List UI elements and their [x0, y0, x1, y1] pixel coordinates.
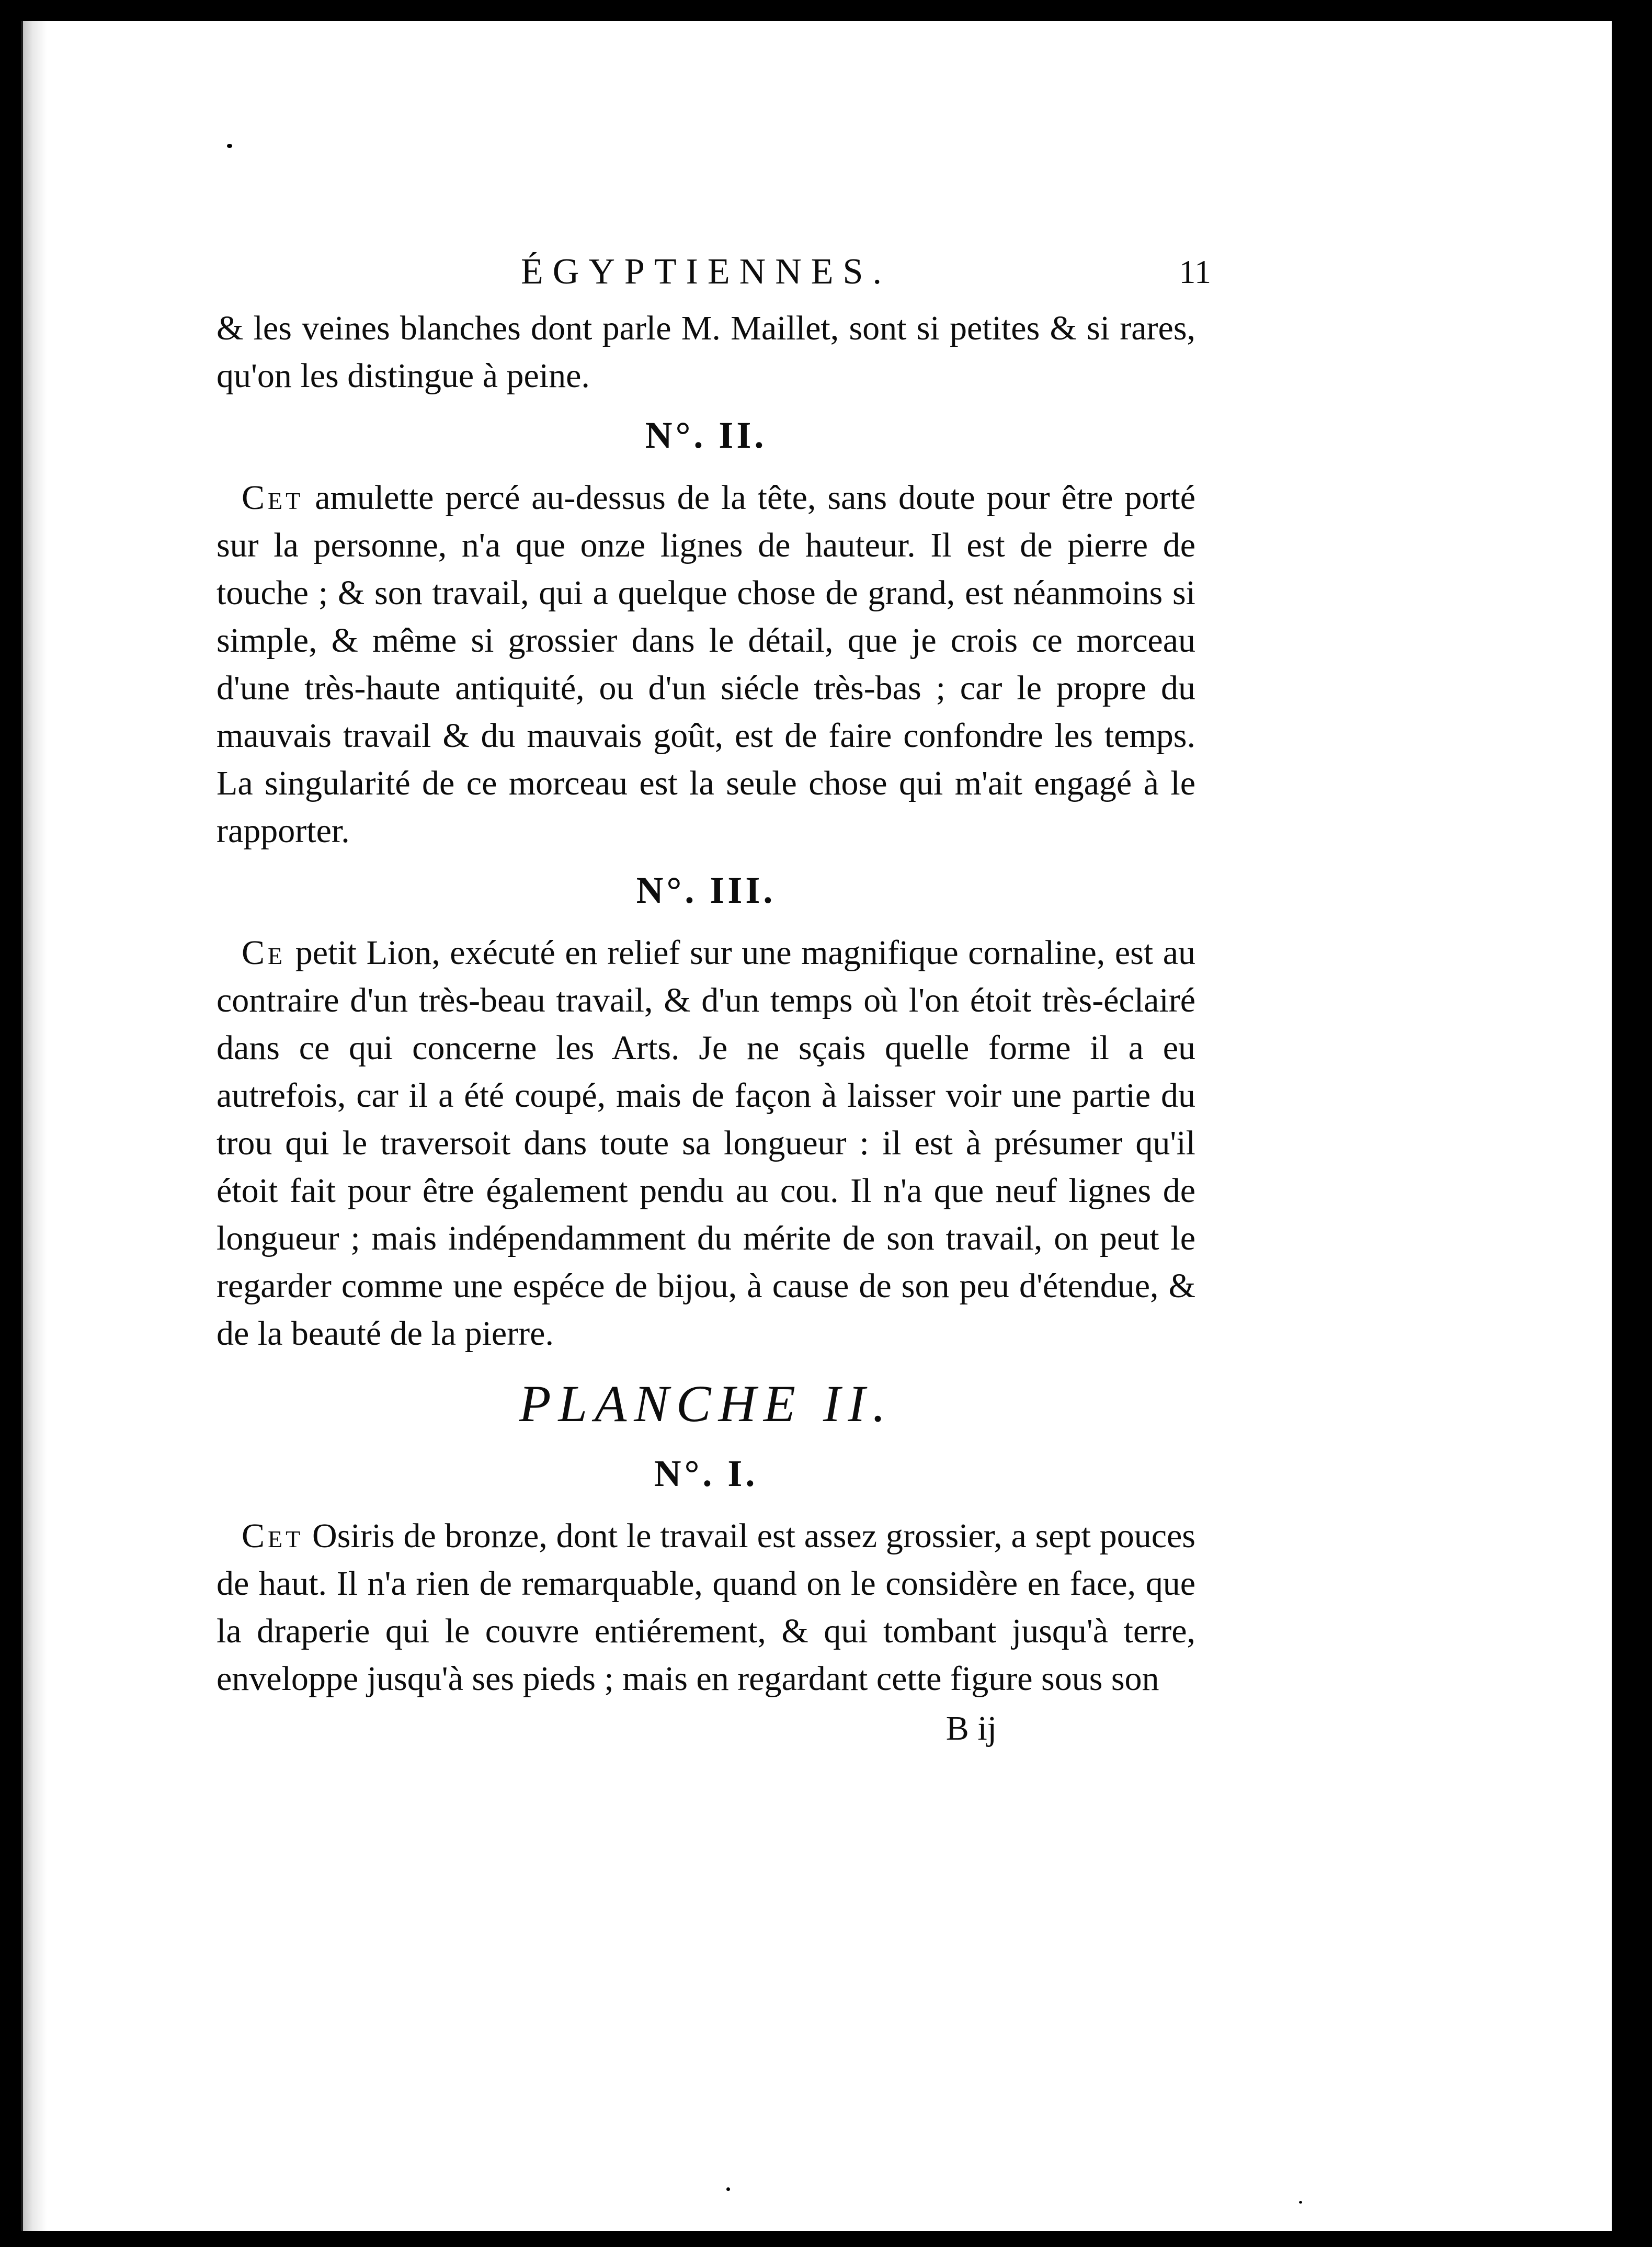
ink-speck [1299, 2201, 1302, 2204]
running-head [217, 246, 1211, 298]
planche-section-1-paragraph [217, 1512, 1195, 1703]
lead-word: Cet [242, 479, 304, 517]
running-title: ÉGYPTIENNES. [521, 252, 891, 292]
section-3-paragraph [217, 929, 1195, 1357]
page-gutter-shadow [23, 21, 47, 2231]
section-2-text: amulette percé au-dessus de la tête, sans doute pour être porté sur la personne, n'a que onze lignes de hauteur. Il est de pierre de touche ; & son travail, qui a quelque chose de grand, est néanmoins si simple, & même si grossier dans le détail, que je crois ce morceau d'une très-haute antiquité, ou d'un siécle très-bas ; car le propre du mauvais travail & du mauvais goût, est de faire confondre les temps. La singularité de ce morceau est la seule chose qui m'ait engagé à le rapporter. [217, 479, 1195, 850]
ink-speck [726, 2187, 730, 2191]
lead-word: Cet [242, 1517, 304, 1555]
text-block [217, 246, 1211, 1752]
section-number-2: N°. II. [645, 414, 767, 456]
lead-word: Ce [242, 934, 286, 972]
continuation-paragraph: & les veines blanches dont parle M. Maillet, sont si petites & si rares, qu'on les distingue à peine. [217, 309, 1195, 395]
planche-heading: PLANCHE II. [519, 1375, 893, 1433]
section-2-paragraph [217, 474, 1195, 855]
planche-section-number-1: N°. I. [654, 1452, 758, 1494]
planche-section-1-text: Osiris de bronze, dont le travail est assez grossier, a sept pouces de haut. Il n'a rien de remarquable, quand on le considère en face, que la draperie qui le couvre entiérement, & qui tombant jusqu'à terre, enveloppe jusqu'à ses pieds ; mais en regardant cette figure sous son [217, 1517, 1195, 1698]
ink-speck [227, 144, 232, 148]
section-number-3: N°. III. [636, 869, 776, 911]
page-number: 11 [1179, 253, 1211, 290]
signature-mark: B ij [945, 1709, 997, 1747]
book-page [21, 21, 1612, 2231]
section-3-text: petit Lion, exécuté en relief sur une magnifique cornaline, est au contraire d'un très-beau travail, & d'un temps où l'on étoit très-éclairé dans ce qui concerne les Arts. Je ne sçais quelle forme il a eu autrefois, car il a été coupé, mais de façon à laisser voir une partie du trou qui le traversoit dans toute sa longueur : il est à présumer qu'il étoit fait pour être également pendu au cou. Il n'a que neuf lignes de longueur ; mais indépendamment du mérite de son travail, on peut le regarder comme une espéce de bijou, à cause de son peu d'étendue, & de la beauté de la pierre. [217, 934, 1196, 1353]
